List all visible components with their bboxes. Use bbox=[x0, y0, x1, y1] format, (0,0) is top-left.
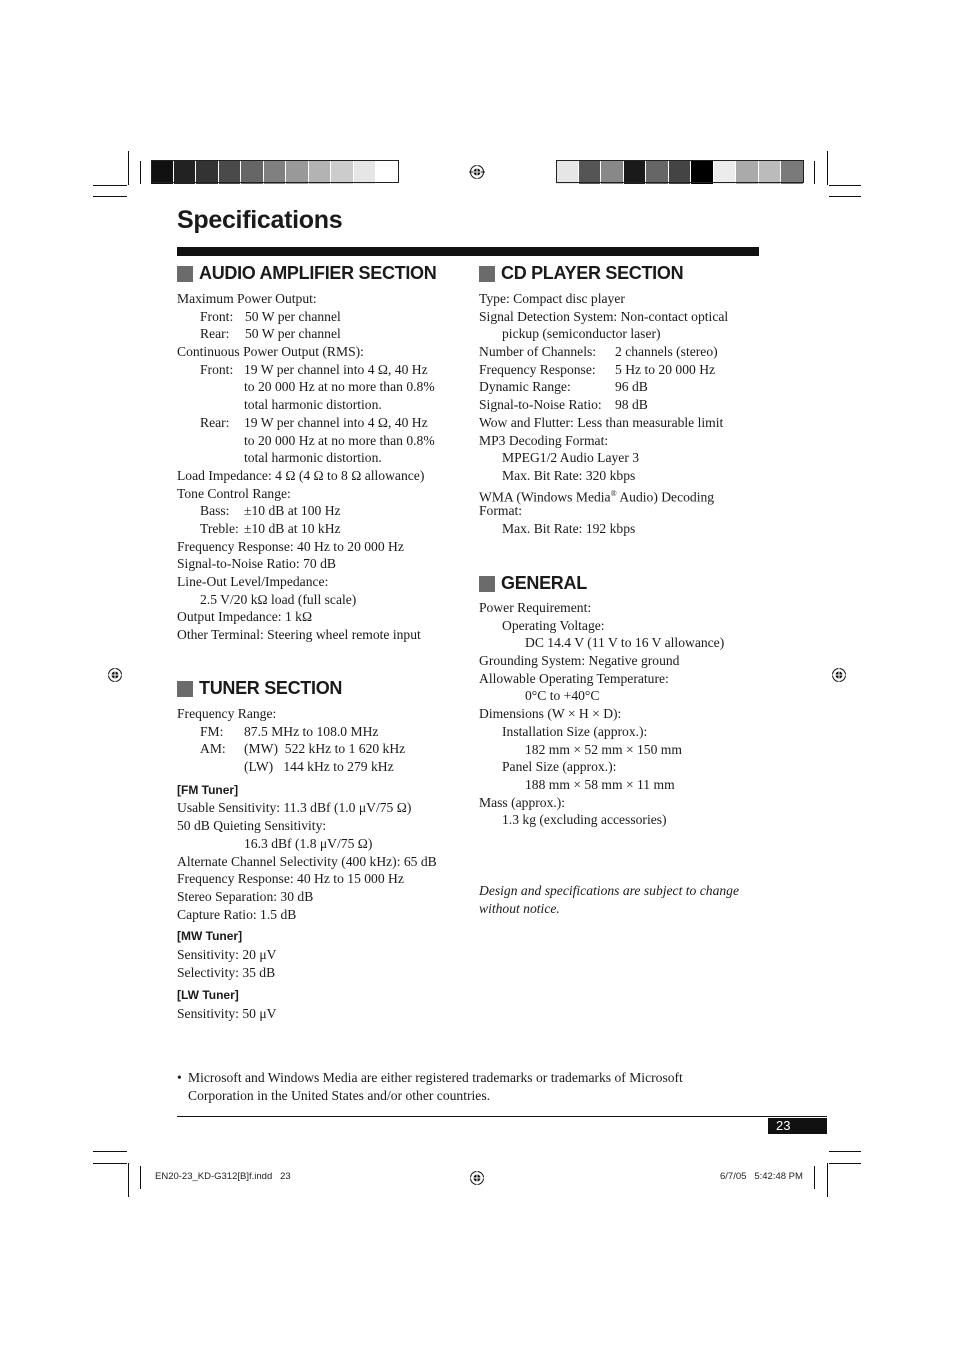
registration-mark-icon bbox=[469, 164, 485, 180]
audio-section-heading: AUDIO AMPLIFIER SECTION bbox=[177, 263, 436, 284]
section-square-icon bbox=[479, 266, 495, 282]
trademark-footnote: • Microsoft and Windows Media are either registered trademarks or trademarks of Microsoft Corporation in the United States and/or other countries. bbox=[177, 1070, 683, 1103]
tuner-section-heading: TUNER SECTION bbox=[177, 678, 342, 699]
specifications-notice: Design and specifications are subject to change without notice. bbox=[479, 883, 739, 916]
general-section-heading: GENERAL bbox=[479, 573, 587, 594]
lw-tuner-subheading: [LW Tuner] bbox=[177, 988, 239, 1003]
slug-filename: EN20-23_KD-G312[B]f.indd 23 bbox=[155, 1171, 291, 1182]
bottom-rule bbox=[177, 1116, 827, 1117]
cd-section-heading: CD PLAYER SECTION bbox=[479, 263, 683, 284]
registration-mark-icon bbox=[831, 667, 847, 683]
tuner-section-body: Frequency Range: FM: 87.5 MHz to 108.0 MHz AM: (MW) 522 kHz to 1 620 kHz (LW) 144 kHz to 279 kHz [FM Tuner] Usable Sensitivity: 11.3 dBf (1.0 μV/75 Ω) 50 dB Quieting Sensitivity: 16.3 dBf (1.8 μV/75 Ω) Alternate Channel Selectivity (400 kHz): 65 dB Frequency Response: 40 Hz to 15 000 Hz Stereo Separation: 30 dB Capture Ratio: 1.5 dB [MW Tuner] Sensitivity: 20 μV Selectivity: 35 dB [LW Tuner] Sensitivity: 50 μV bbox=[177, 706, 437, 1021]
mw-tuner-subheading: [MW Tuner] bbox=[177, 929, 243, 944]
registration-mark-icon bbox=[107, 667, 123, 683]
audio-section-body: Maximum Power Output: Front: 50 W per channel Rear: 50 W per channel Continuous Power Output (RMS): Front: 19 W per channel into 4 Ω, 40 Hz to 20 000 Hz at no more than 0.8% total harmonic distortion. Rear: 19 W per channel into 4 Ω, 40 Hz to 20 000 Hz at no more than 0.8% total harmonic distortion. Load Impedance: 4 Ω (4 Ω to 8 Ω allowance) Tone Control Range: Bass: ±10 dB at 100 Hz Treble: ±10 dB at 10 kHz Frequency Response: 40 Hz to 20 000 Hz Signal-to-Noise Ratio: 70 dB Line-Out Level/Impedance: 2.5 V/20 kΩ load (full scale) Output Impedance: 1 kΩ Other Terminal: Steering wheel remote input bbox=[177, 291, 435, 643]
page-number: 23 bbox=[768, 1118, 827, 1134]
page-title: Specifications bbox=[177, 206, 343, 234]
fm-tuner-subheading: [FM Tuner] bbox=[177, 782, 239, 797]
cd-section-body: Type: Compact disc player Signal Detection System: Non-contact optical pickup (semiconductor laser) Number of Channels: 2 channels (stereo) Frequency Response: 5 Hz to 20 000 Hz Dynamic Range: 96 dB Signal-to-Noise Ratio: 98 dB Wow and Flutter: Less than measurable limit MP3 Decoding Format: MPEG1/2 Audio Layer 3 Max. Bit Rate: 320 kbps WMA (Windows Media® Audio) Decoding Format: Max. Bit Rate: 192 kbps bbox=[479, 291, 729, 536]
section-square-icon bbox=[177, 266, 193, 282]
section-square-icon bbox=[479, 576, 495, 592]
slug-timestamp: 6/7/05 5:42:48 PM bbox=[720, 1171, 803, 1182]
general-section-body: Power Requirement: Operating Voltage: DC 14.4 V (11 V to 16 V allowance) Grounding System: Negative ground Allowable Operating Temperature: 0°C to +40°C Dimensions (W × H × D): Installation Size (approx.): 182 mm × 52 mm × 150 mm Panel Size (approx.): 188 mm × 58 mm × 11 mm Mass (approx.): 1.3 kg (excluding accessories) bbox=[479, 600, 725, 828]
color-bar-frame bbox=[556, 160, 804, 183]
registration-mark-icon bbox=[469, 1170, 485, 1186]
title-rule bbox=[177, 247, 759, 256]
section-square-icon bbox=[177, 681, 193, 697]
color-bar-frame bbox=[151, 160, 399, 183]
